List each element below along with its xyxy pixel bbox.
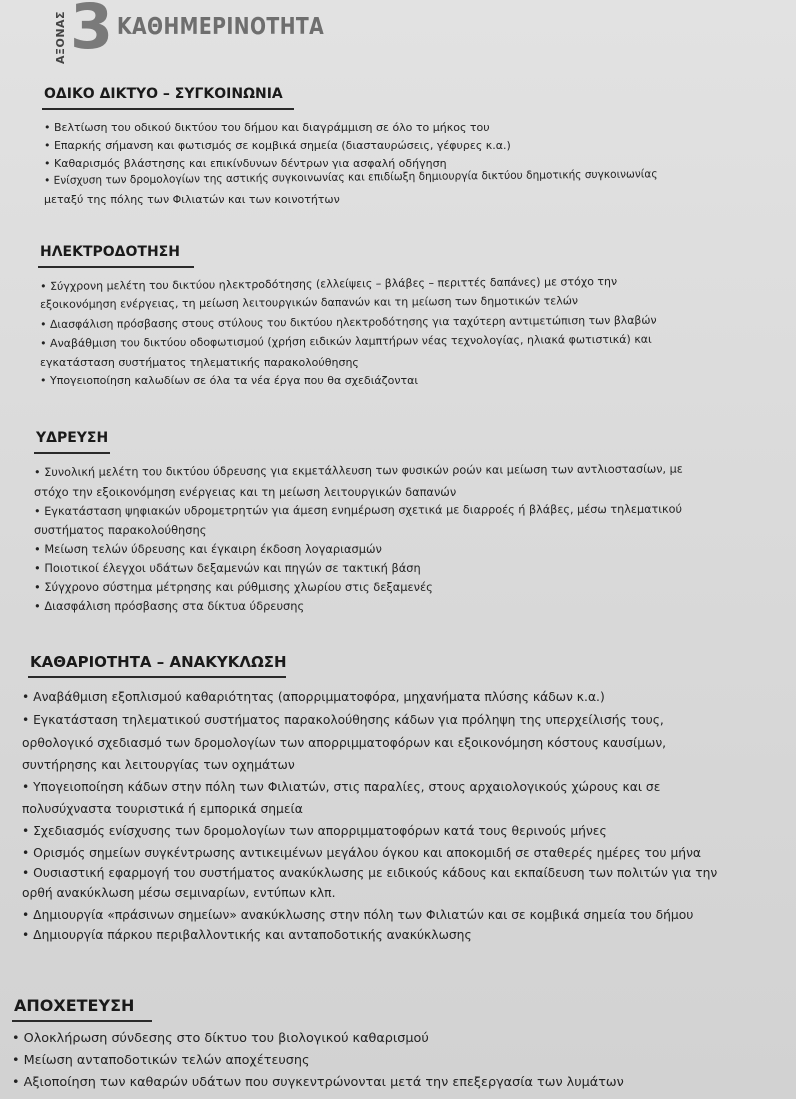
list-item-continuation: στόχο την εξοικονόμηση ενέργειας και τη μείωση λειτουργικών δαπανών [34, 485, 457, 499]
list-item: • Εγκατάσταση ψηφιακών υδρομετρητών για άμεση ενημέρωση σχετικά με διαρροές ή βλάβες, μέσω τηλεματικού [34, 501, 683, 518]
list-item-continuation: μεταξύ της πόλης των Φιλιατών και των κοινοτήτων [44, 193, 340, 206]
list-item: • Ορισμός σημείων συγκέντρωσης αντικειμένων μεγάλου όγκου και αποκομιδή σε σταθερές ημέρες του μήνα [22, 846, 702, 860]
section-title-electricity: ΗΛΕΚΤΡΟΔΟΤΗΣΗ [40, 244, 180, 260]
list-item-continuation: εγκατάσταση συστήματος τηλεματικής παρακολούθησης [40, 356, 359, 369]
list-item: • Υπογειοποίηση καλωδίων σε όλα τα νέα έργα που θα σχεδιάζονται [40, 374, 419, 387]
list-item: • Βελτίωση του οδικού δικτύου του δήμου και διαγράμμιση σε όλο το μήκος του [44, 121, 490, 134]
list-item: • Μείωση τελών ύδρευσης και έγκαιρη έκδοση λογαριασμών [34, 542, 382, 556]
section-title-road-network: ΟΔΙΚΟ ΔΙΚΤΥΟ – ΣΥΓΚΟΙΝΩΝΙΑ [44, 86, 283, 102]
list-item: • Υπογειοποίηση κάδων στην πόλη των Φιλιατών, στις παραλίες, στους αρχαιολογικούς χώρους και σε [22, 780, 661, 794]
list-item-continuation: ορθολογικό σχεδιασμό των δρομολογίων των απορριμματοφόρων και εξοικονόμηση κόστους καυσίμων, [22, 736, 667, 750]
list-item: • Δημιουργία «πράσινων σημείων» ανακύκλωσης στην πόλη των Φιλιατών και σε κομβικά σημεία του δήμου [22, 908, 694, 922]
axon-label: ΑΞΟΝΑΣ [54, 10, 67, 64]
list-item: • Δημιουργία πάρκου περιβαλλοντικής και ανταποδοτικής ανακύκλωσης [22, 928, 472, 942]
list-item: • Σύγχρονη μελέτη του δικτύου ηλεκτροδότησης (ελλείψεις – βλάβες – περιττές δαπάνες) με στόχο την [40, 274, 618, 293]
list-item-continuation: πολυσύχναστα τουριστικά ή εμπορικά σημεία [22, 802, 303, 816]
list-item: • Σύγχρονο σύστημα μέτρησης και ρύθμισης χλωρίου στις δεξαμενές [34, 580, 433, 594]
list-item-continuation: εξοικονόμηση ενέργειας, τη μείωση λειτουργικών δαπανών και τη μείωση των δημοτικών τελών [40, 294, 579, 311]
section-underline [34, 452, 110, 454]
section-underline [38, 266, 194, 268]
list-item: • Αναβάθμιση του δικτύου οδοφωτισμού (χρήση ειδικών λαμπτήρων νέας τεχνολογίας, ηλιακά φωτιστικά) και [40, 332, 652, 350]
list-item: • Ολοκλήρωση σύνδεσης στο δίκτυο του βιολογικού καθαρισμού [12, 1031, 429, 1046]
page-header [54, 0, 754, 70]
page-title: ΚΑΘΗΜΕΡΙΝΟΤΗΤΑ [117, 14, 325, 40]
axon-number: 3 [70, 0, 114, 63]
section-underline [42, 108, 294, 110]
section-title-sewerage: ΑΠΟΧΕΤΕΥΣΗ [14, 996, 135, 1015]
list-item-continuation: ορθή ανακύκλωση μέσω σεμιναρίων, εντύπων κλπ. [22, 886, 336, 900]
section-title-water-supply: ΥΔΡΕΥΣΗ [36, 430, 109, 446]
list-item: • Συνολική μελέτη του δικτύου ύδρευσης για εκμετάλλευση των φυσικών ροών και μείωση των αντλιοστασίων, με [34, 461, 683, 479]
list-item: • Καθαρισμός βλάστησης και επικίνδυνων δέντρων για ασφαλή οδήγηση [44, 157, 447, 170]
list-item: • Επαρκής σήμανση και φωτισμός σε κομβικά σημεία (διασταυρώσεις, γέφυρες κ.α.) [44, 139, 511, 152]
section-underline [12, 1020, 152, 1022]
list-item: • Σχεδιασμός ενίσχυσης των δρομολογίων των απορριμματοφόρων κατά τους θερινούς μήνες [22, 824, 607, 838]
list-item: • Μείωση ανταποδοτικών τελών αποχέτευσης [12, 1053, 310, 1068]
list-item: • Εγκατάσταση τηλεματικού συστήματος παρακολούθησης κάδων για πρόληψη της υπερχείλισής τους, [22, 713, 664, 727]
section-title-cleanliness-recycling: ΚΑΘΑΡΙΟΤΗΤΑ – ΑΝΑΚΥΚΛΩΣΗ [30, 653, 287, 671]
list-item: • Ποιοτικοί έλεγχοι υδάτων δεξαμενών και πηγών σε τακτική βάση [34, 561, 421, 575]
section-underline [28, 676, 286, 678]
list-item: • Διασφάλιση πρόσβασης στα δίκτυα ύδρευσης [34, 599, 305, 613]
list-item: • Διασφάλιση πρόσβασης στους στύλους του δικτύου ηλεκτροδότησης για ταχύτερη αντιμετώπιση των βλαβών [40, 313, 657, 331]
list-item: • Αξιοποίηση των καθαρών υδάτων που συγκεντρώνονται μετά την επεξεργασία των λυμάτων [12, 1075, 624, 1090]
list-item: • Αναβάθμιση εξοπλισμού καθαριότητας (απορριμματοφόρα, μηχανήματα πλύσης κάδων κ.α.) [22, 690, 605, 704]
list-item-continuation: συστήματος παρακολούθησης [34, 523, 207, 537]
list-item: • Ενίσχυση των δρομολογίων της αστικής συγκοινωνίας και επιδίωξη δημιουργία δικτύου δημοτικής συγκοινωνίας [44, 167, 658, 187]
list-item: • Ουσιαστική εφαρμογή του συστήματος ανακύκλωσης με ειδικούς κάδους και εκπαίδευση των πολιτών για την [22, 866, 718, 880]
list-item-continuation: συντήρησης και λειτουργίας των οχημάτων [22, 758, 295, 772]
